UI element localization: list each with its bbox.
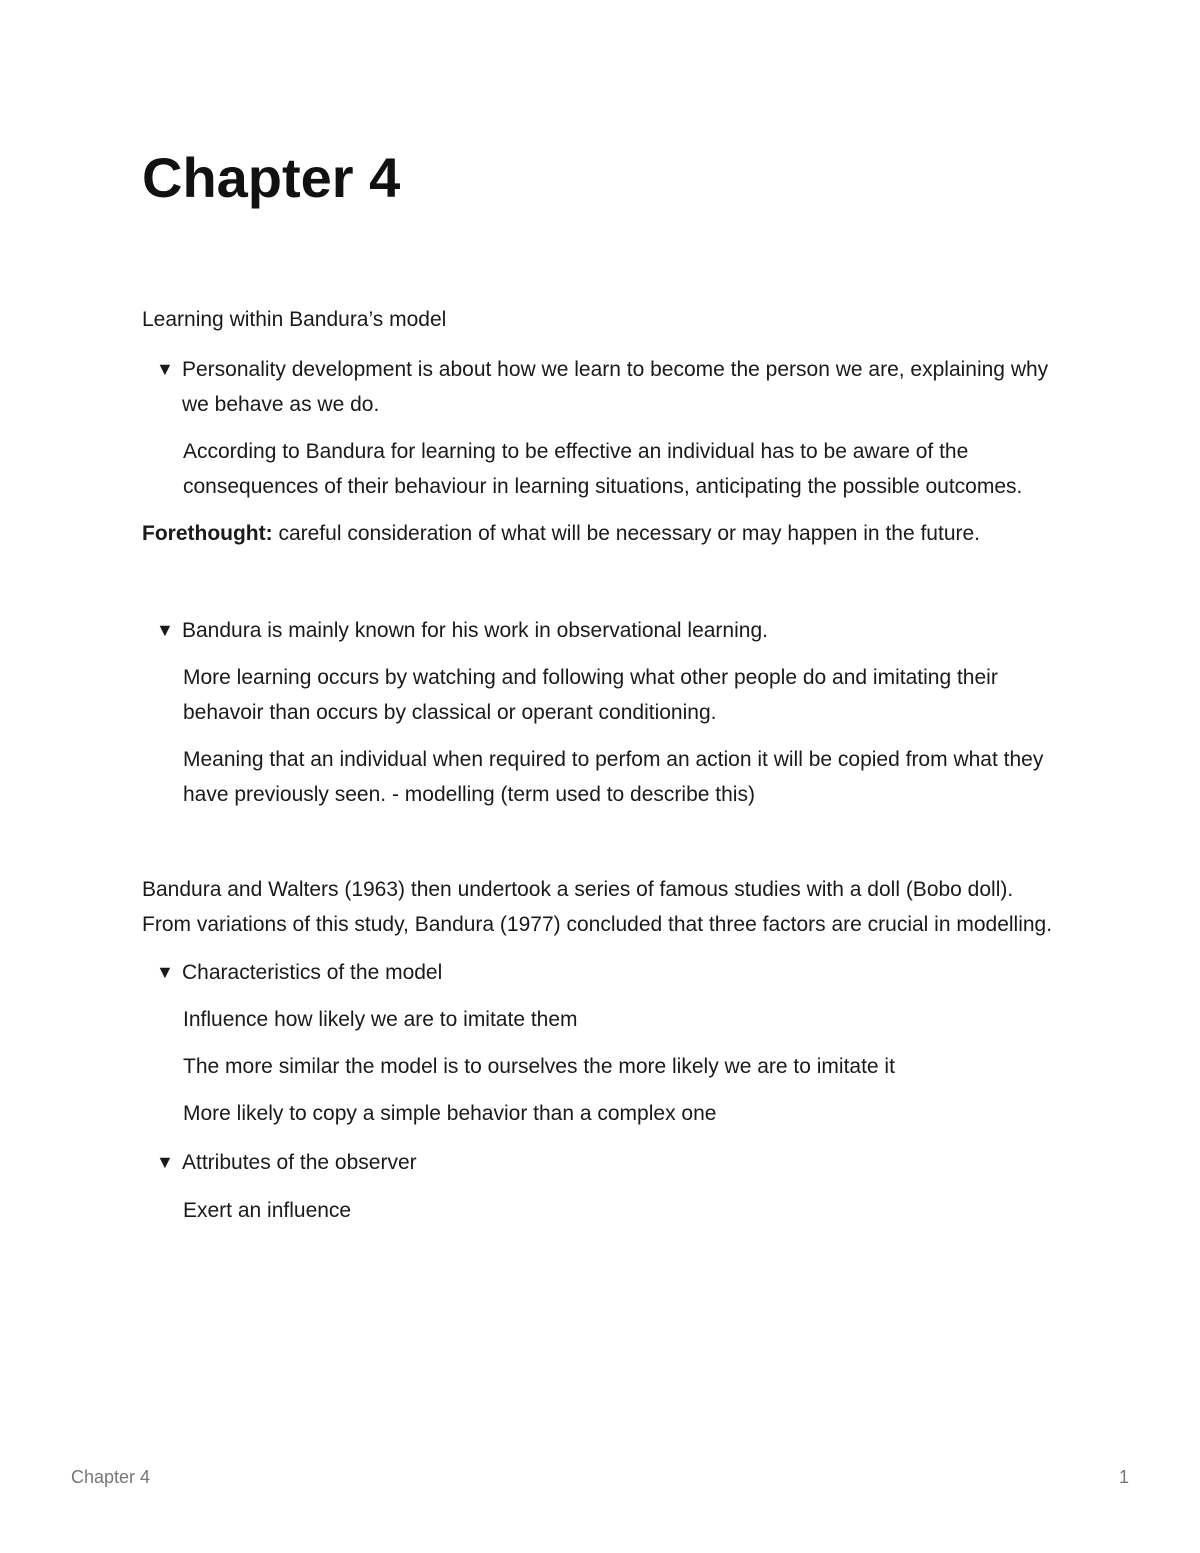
toggle-observational-learning[interactable]: [142, 613, 1057, 648]
toggle-heading: Personality development is about how we learn to become the person we are, explaining why we behave as we do.: [182, 358, 1049, 416]
toggle-body-characteristics: [142, 1002, 1057, 1131]
toggle-heading: Bandura is mainly known for his work in observational learning.: [182, 619, 768, 642]
toggle-observer-attributes[interactable]: [142, 1145, 1057, 1180]
body-paragraph: Meaning that an individual when required to perfom an action it will be copied from what they have previously seen. - modelling (term used to describe this): [183, 748, 1044, 806]
toggle-model-characteristics[interactable]: [142, 955, 1057, 990]
toggle-triangle-icon[interactable]: ▼: [156, 1152, 174, 1172]
body-paragraph: According to Bandura for learning to be effective an individual has to be aware of the consequences of their behaviour in learning situations, anticipating the possible outcomes.: [183, 440, 1023, 498]
bobo-paragraph: Bandura and Walters (1963) then undertook a series of famous studies with a doll (Bobo doll). From variations of this study, Bandura (1977) concluded that three factors are crucial in modelling.: [142, 878, 1053, 936]
definition-paragraph: [142, 516, 1057, 551]
toggle-personality-development[interactable]: [142, 352, 1057, 422]
list-item: The more similar the model is to ourselves the more likely we are to imitate it: [183, 1055, 895, 1078]
document-body: [142, 302, 1057, 1228]
list-item: Exert an influence: [183, 1199, 352, 1222]
toggle-body-observer: [142, 1193, 1057, 1228]
toggle-body-observational: [142, 660, 1057, 812]
footer-chapter-label: Chapter 4: [71, 1467, 151, 1487]
intro-paragraph: Learning within Bandura’s model: [142, 308, 447, 331]
toggle-triangle-icon[interactable]: ▼: [156, 962, 174, 982]
definition-text: careful consideration of what will be necessary or may happen in the future.: [272, 522, 981, 545]
toggle-body-personality: [142, 434, 1057, 504]
list-item: More likely to copy a simple behavior than a complex one: [183, 1102, 717, 1125]
toggle-heading: Characteristics of the model: [182, 961, 443, 984]
footer-page-number: 1: [1118, 1467, 1129, 1487]
toggle-triangle-icon[interactable]: ▼: [156, 620, 174, 640]
toggle-heading: Attributes of the observer: [182, 1151, 417, 1174]
definition-term: Forethought:: [142, 522, 273, 545]
page-title: Chapter 4: [142, 146, 401, 209]
body-paragraph: More learning occurs by watching and following what other people do and imitating their behavoir than occurs by classical or operant conditioning.: [183, 666, 998, 724]
list-item: Influence how likely we are to imitate them: [183, 1008, 578, 1031]
toggle-triangle-icon[interactable]: ▼: [156, 359, 174, 379]
